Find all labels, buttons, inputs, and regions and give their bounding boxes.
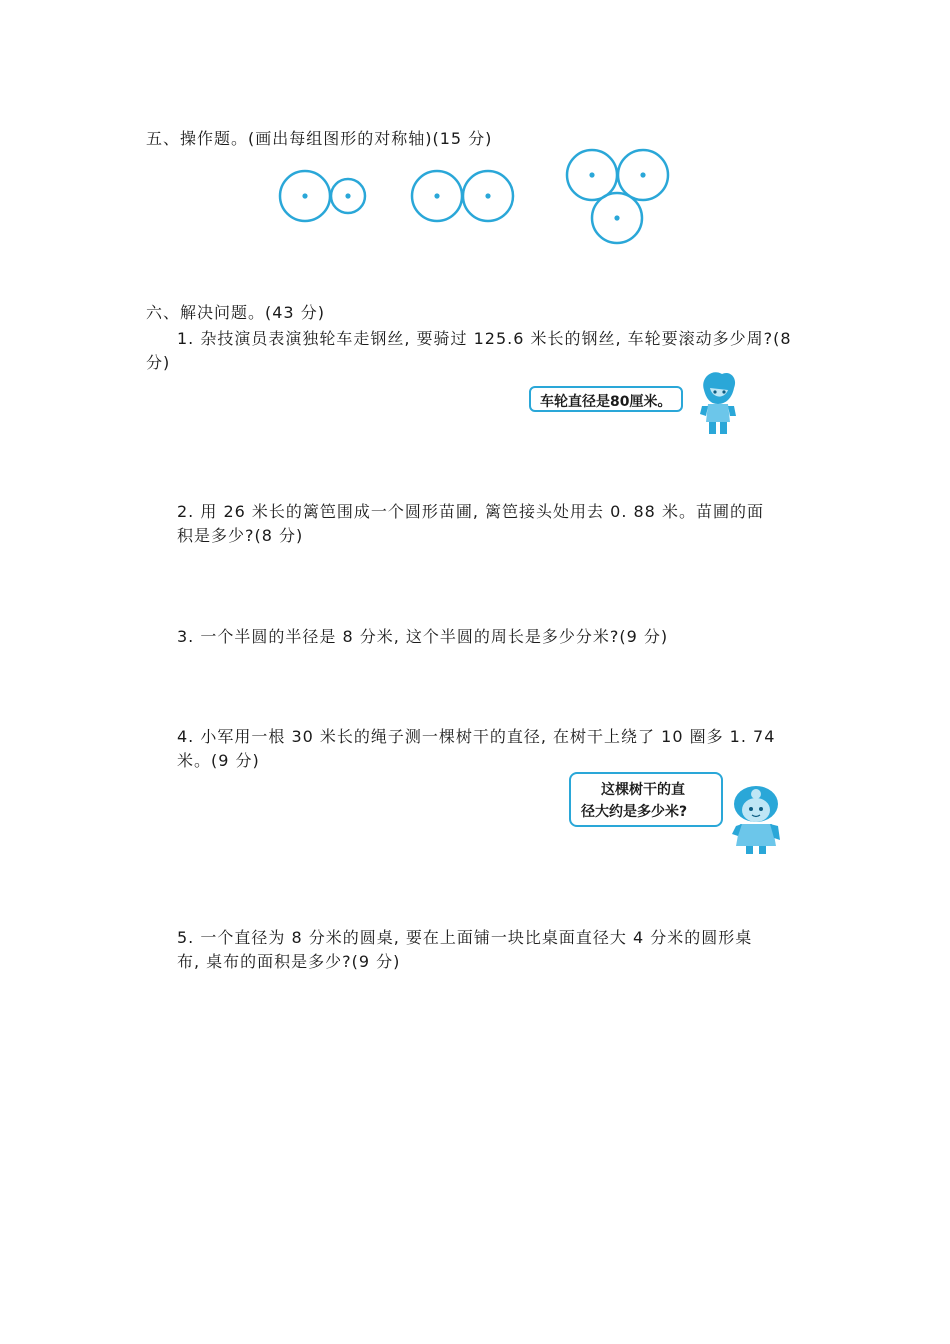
cartoon-girl-illustration [732, 786, 780, 854]
question-5-line-2: 布, 桌布的面积是多少?(9 分) [177, 952, 401, 971]
question-2-line-1: 2. 用 26 米长的篱笆围成一个圆形苗圃, 篱笆接头处用去 0. 88 米。苗圃的面 [177, 502, 764, 521]
figure-group-1 [280, 171, 365, 221]
figure-group-3 [567, 150, 668, 243]
speech-bubble-tree-diameter [569, 772, 723, 827]
question-4-line-1: 4. 小军用一根 30 米长的绳子测一棵树干的直径, 在树干上绕了 10 圈多 1. 74 [177, 727, 776, 746]
question-5-line-1: 5. 一个直径为 8 分米的圆桌, 要在上面铺一块比桌面直径大 4 分米的圆形桌 [177, 928, 753, 947]
speech-bubble-wheel-diameter [529, 386, 683, 412]
question-2-line-2: 积是多少?(8 分) [177, 526, 304, 545]
question-1-line-2: 分) [146, 353, 171, 372]
bubble-text-line-1: 这棵树干的直 [601, 782, 685, 798]
question-3-line-1: 3. 一个半圆的半径是 8 分米, 这个半圆的周长是多少分米?(9 分) [177, 627, 669, 646]
cartoon-boy-illustration [700, 372, 736, 434]
question-4-line-2: 米。(9 分) [177, 751, 260, 770]
bubble-text: 车轮直径是80厘米。 [540, 394, 672, 410]
bubble-text-line-2: 径大约是多少米? [581, 804, 688, 820]
question-1-line-1: 1. 杂技演员表演独轮车走钢丝, 要骑过 125.6 米长的钢丝, 车轮要滚动多少周?(8 [177, 329, 792, 348]
figure-group-2 [412, 171, 513, 221]
section-5-heading: 五、操作题。(画出每组图形的对称轴)(15 分) [146, 129, 493, 148]
section-6-heading: 六、解决问题。(43 分) [146, 303, 325, 322]
